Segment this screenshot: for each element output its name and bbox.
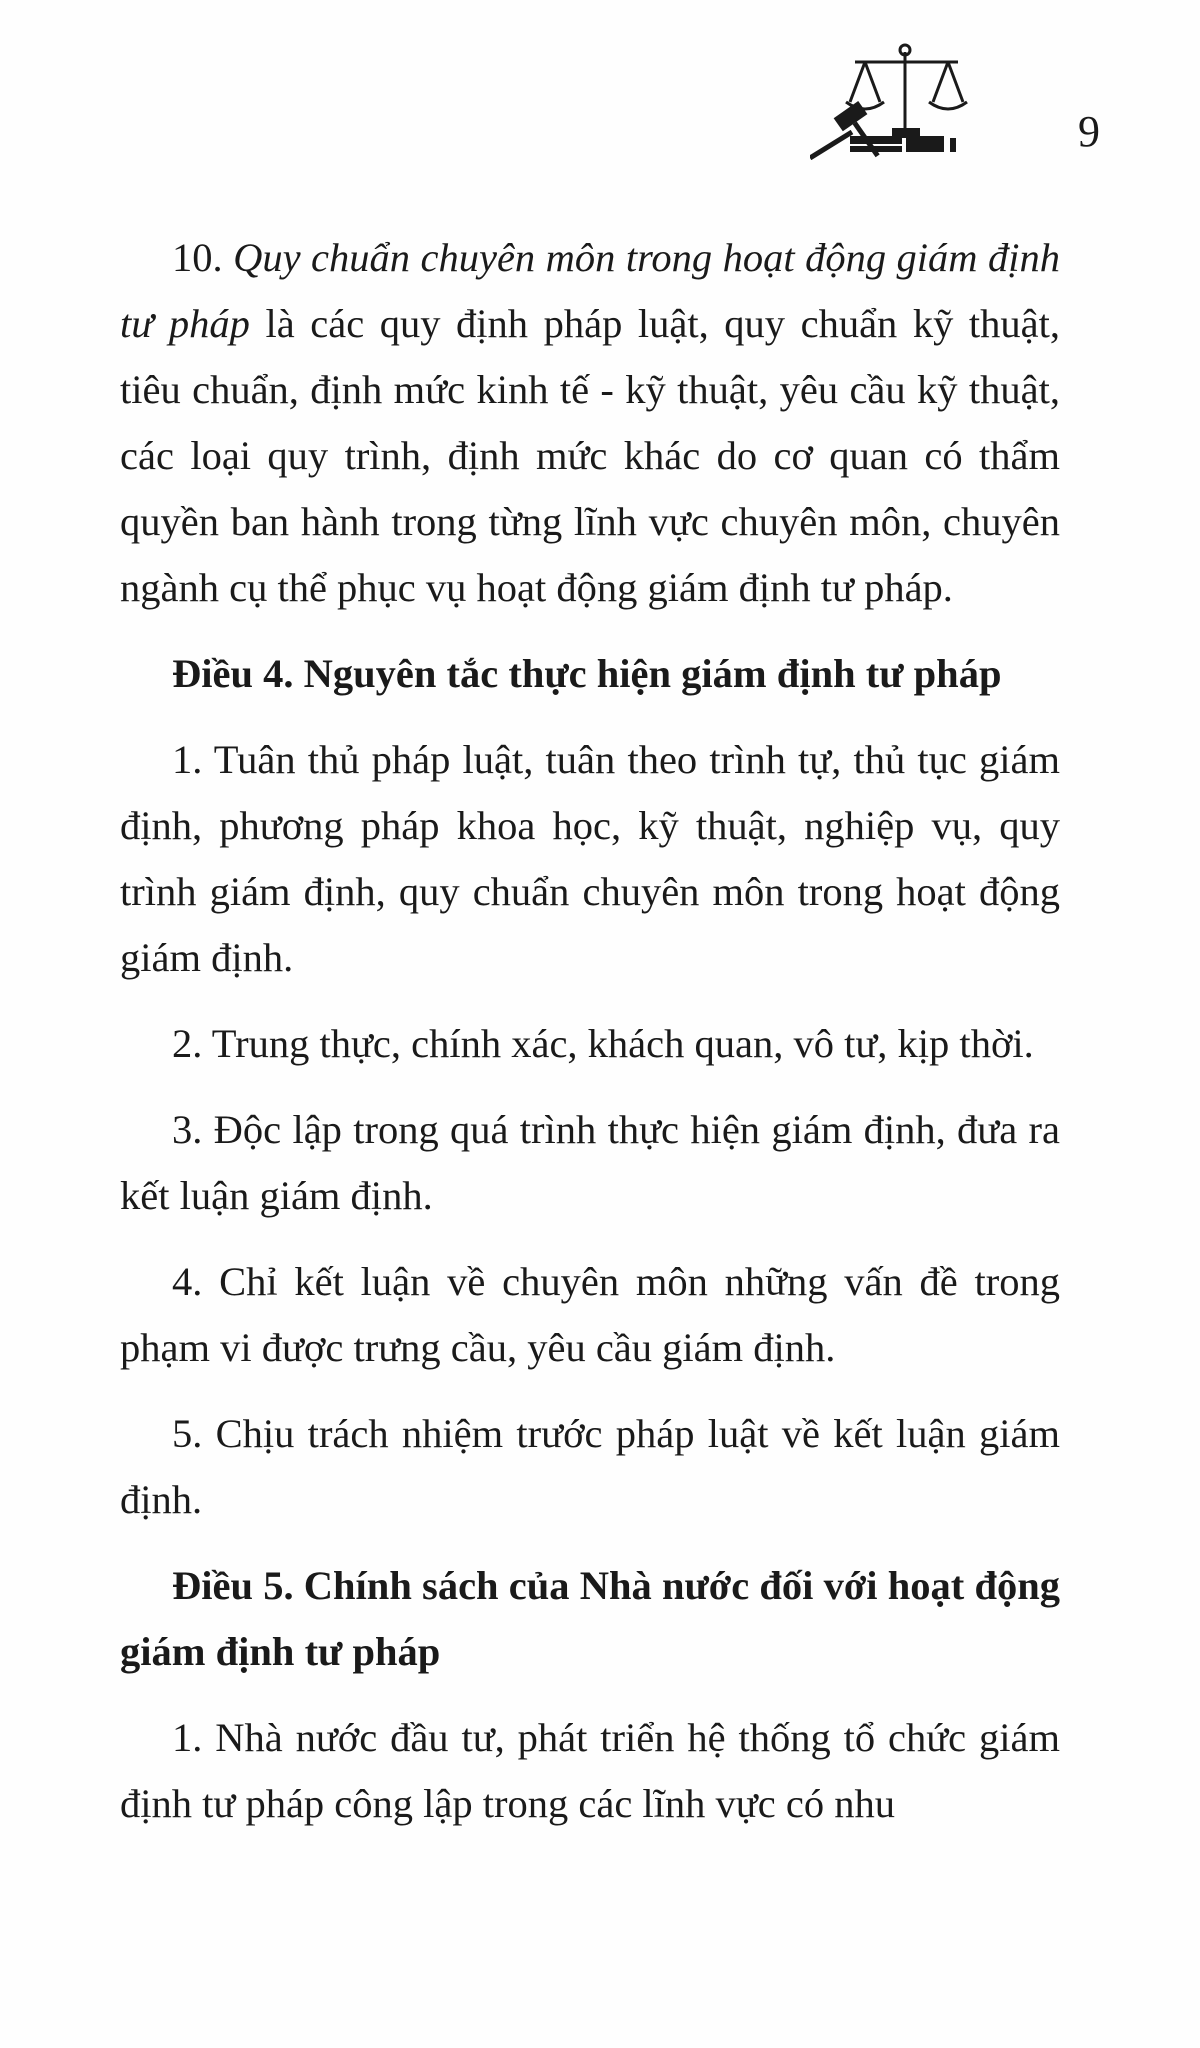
article-4-item-4: 4. Chỉ kết luận về chuyên môn những vấn đề trong phạm vi được trưng cầu, yêu cầu giám định. <box>120 1259 1060 1370</box>
defined-term: Quy chuẩn chuyên môn trong hoạt động giám định tư pháp <box>120 235 1061 346</box>
article-4-item-5: 5. Chịu trách nhiệm trước pháp luật về kết luận giám định. <box>120 1411 1060 1522</box>
article-4-item-1: 1. Tuân thủ pháp luật, tuân theo trình tự, thủ tục giám định, phương pháp khoa học, kỹ thuật, nghiệp vụ, quy trình giám định, quy chuẩn chuyên môn trong hoạt động giám định. <box>120 737 1060 980</box>
paragraph-10 <box>120 225 1060 621</box>
article-5-heading: Điều 5. Chính sách của Nhà nước đối với hoạt động giám định tư pháp <box>120 1563 1060 1674</box>
paragraph-number: 10. <box>172 235 234 280</box>
page-number: 9 <box>1078 107 1100 156</box>
main-text <box>120 225 1060 1857</box>
article-4-item-3: 3. Độc lập trong quá trình thực hiện giám định, đưa ra kết luận giám định. <box>120 1107 1060 1218</box>
article-4-item-2: 2. Trung thực, chính xác, khách quan, vô tư, kịp thời. <box>172 1021 1034 1066</box>
scales-of-justice-gavel-icon <box>810 40 1010 160</box>
paragraph-text: là các quy định pháp luật, quy chuẩn kỹ thuật, tiêu chuẩn, định mức kinh tế - kỹ thuật, yêu cầu kỹ thuật, các loại quy trình, định mức khác do cơ quan có thẩm quyền ban hành trong từng lĩnh vực chuyên môn, chuyên ngành cụ thể phục vụ hoạt động giám định tư pháp. <box>120 301 1061 610</box>
article-5-item-1: 1. Nhà nước đầu tư, phát triển hệ thống tổ chức giám định tư pháp công lập trong các lĩnh vực có nhu <box>120 1715 1060 1826</box>
page-header <box>800 40 1100 160</box>
article-4-heading: Điều 4. Nguyên tắc thực hiện giám định tư pháp <box>172 651 1002 696</box>
